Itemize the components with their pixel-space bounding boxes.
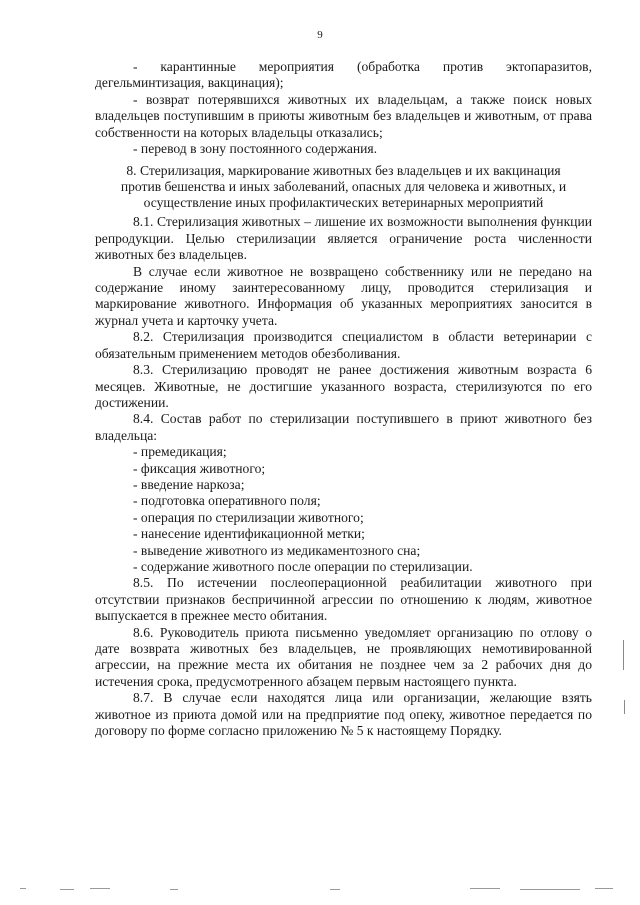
section-heading <box>95 163 592 211</box>
scan-artifact <box>90 888 110 889</box>
list-item: - премедикация; <box>133 444 227 460</box>
section-heading-line: осуществление иных профилактических ветеринарных мероприятий <box>143 195 544 211</box>
document-body <box>95 59 592 739</box>
paragraph-8-5: 8.5. По истечении послеоперационной реабилитации животного при отсутствии признаков беспричинной агрессии по отношению к людям, животное выпускается в прежнее место обитания. <box>95 575 592 624</box>
paragraph-8-1: 8.1. Стерилизация животных – лишение их возможности выполнения функции репродукции. Целью стерилизации является ограничение роста численности животных без владельцев. <box>95 214 592 263</box>
list-item: - подготовка оперативного поля; <box>133 493 321 509</box>
list-item: - выведение животного из медикаментозного сна; <box>133 542 421 558</box>
scan-artifact <box>520 889 580 890</box>
scan-artifact <box>624 700 625 714</box>
list-item: - нанесение идентификационной метки; <box>133 526 365 542</box>
list-item: - операция по стерилизации животного; <box>133 509 364 525</box>
section-heading-line: против бешенства и иных заболеваний, опасных для человека и животных, и <box>120 179 567 195</box>
top-item-permanent-keeping: - перевод в зону постоянного содержания. <box>133 141 378 157</box>
scan-artifact <box>470 888 500 889</box>
scan-artifact <box>170 889 178 890</box>
scan-artifact <box>623 640 624 670</box>
paragraph-8-6: 8.6. Руководитель приюта письменно уведомляет организацию по отлову о дате возврата животных без владельцев, не проявляющих немотивированной агрессии, на прежние места их обитания не позднее чем за 2 рабочих дня до истечения срока, предусмотренного абзацем первым настоящего пункта. <box>95 624 592 689</box>
list-item: - содержание животного после операции по стерилизации. <box>133 558 473 574</box>
paragraph-8-7: 8.7. В случае если находятся лица или организации, желающие взять животное из приюта домой или на предприятие под опеку, животное передается по договору по форме согласно приложению № 5 к настоящему Порядку. <box>95 690 592 739</box>
paragraph-8-3: 8.3. Стерилизацию проводят не ранее достижения животным возраста 6 месяцев. Животные, не достигшие указанного возраста, стерилизуются по его достижении. <box>95 362 592 410</box>
section-heading-line: 8. Стерилизация, маркирование животных без владельцев и их вакцинация <box>126 163 561 179</box>
scan-artifact <box>330 889 340 890</box>
scan-artifact <box>60 889 74 890</box>
paragraph-8-4: 8.4. Состав работ по стерилизации поступившего в приют животного без владельца: <box>95 411 592 443</box>
list-item: - фиксация животного; <box>133 460 266 476</box>
scan-artifact <box>595 888 613 889</box>
top-item-return-owners: - возврат потерявшихся животных их владельцам, а также поиск новых владельцев поступившим в приюты животным без владельцев и животным, от права собственности на которых владельцы отказались; <box>95 91 592 140</box>
page-number: 9 <box>317 29 323 41</box>
paragraph-8-1-cont: В случае если животное не возвращено собственнику или не передано на содержание иному заинтересованному лицу, проводится стерилизация и маркирование животного. Информация об указанных мероприятиях заносится в журнал учета и карточку учета. <box>95 263 592 328</box>
sterilization-steps-list <box>95 444 592 575</box>
scan-artifact <box>20 888 26 889</box>
top-item-quarantine: - карантинные мероприятия (обработка против эктопаразитов, дегельминтизация, вакцинация); <box>95 59 592 91</box>
paragraph-8-2: 8.2. Стерилизация производится специалистом в области ветеринарии с обязательным применением методов обезболивания. <box>95 329 592 361</box>
list-item: - введение наркоза; <box>133 476 245 492</box>
